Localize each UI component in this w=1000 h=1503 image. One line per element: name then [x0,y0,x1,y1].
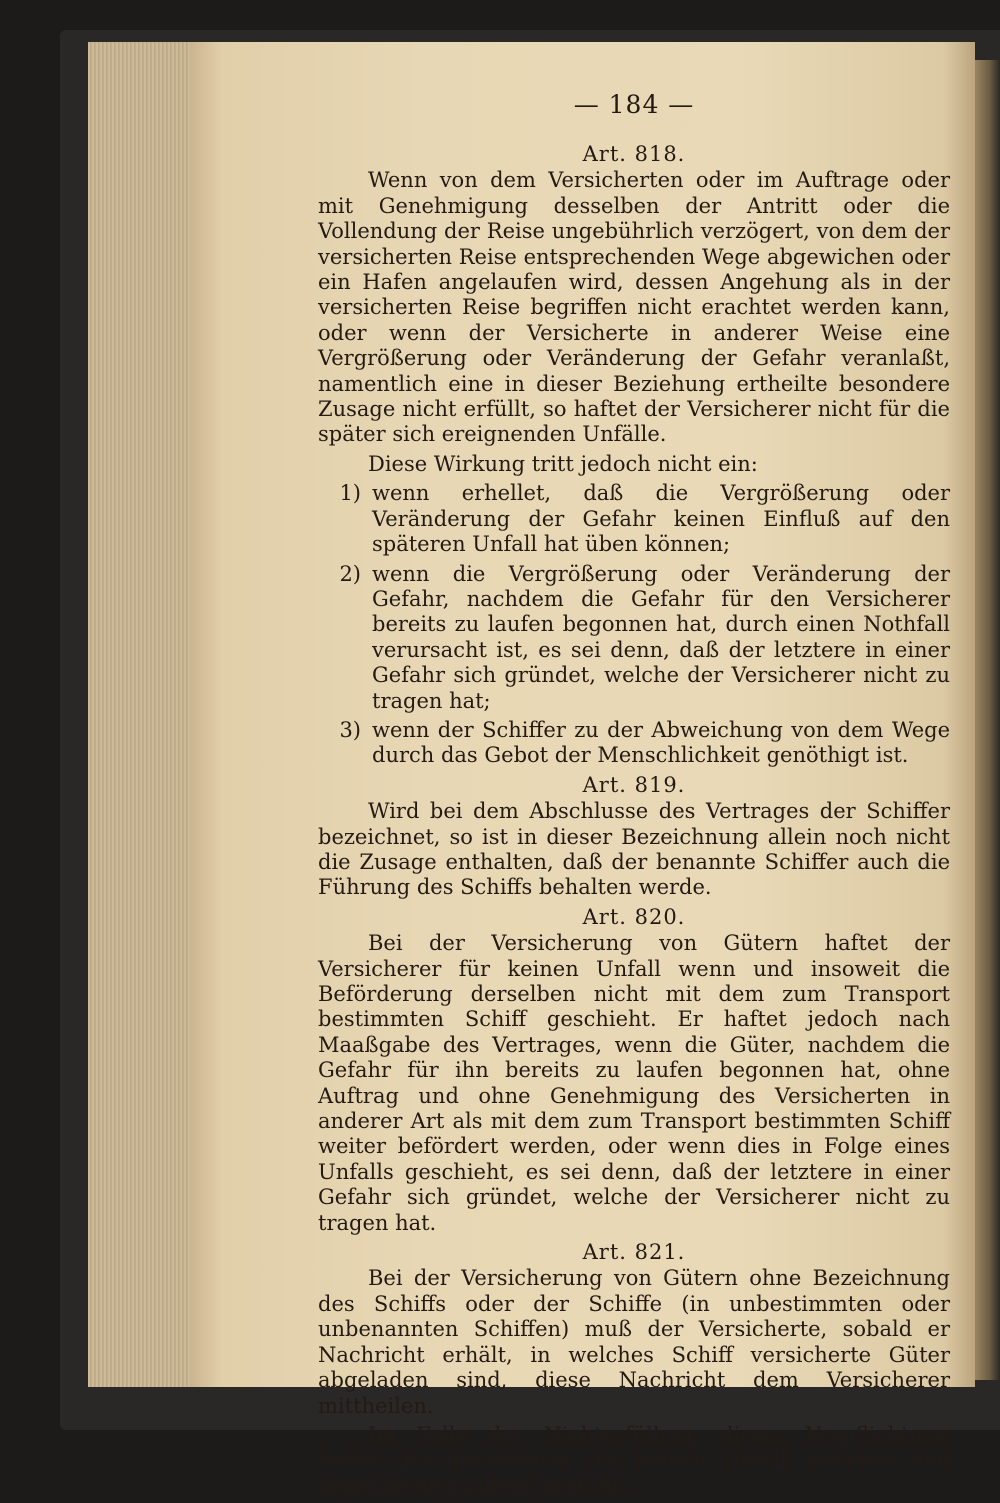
paragraph: Bei der Versicherung von Gütern ohne Bezeichnung des Schiffs oder der Schiffe (in unbestimmten oder unbenannten Schiffen) muß der Versicherte, sobald er Nachricht erhält, in welches Schiff versicherte Güter abgeladen sind, diese Nachricht dem Versicherer mittheilen. [318,1266,950,1418]
paragraph: Wenn von dem Versicherten oder im Auftrage oder mit Genehmigung desselben der Antritt oder die Vollendung der Reise ungebührlich verzögert, von dem der versicherten Reise entsprechenden Wege abgewichen oder ein Hafen angelaufen wird, dessen Angehung als in der versicherten Reise begriffen nicht erachtet werden kann, oder wenn der Versicherte in anderer Weise eine Vergrößerung oder Veränderung der Gefahr veranlaßt, namentlich eine in dieser Beziehung ertheilte besondere Zusage nicht erfüllt, so haftet der Versicherer nicht für die später sich ereignenden Unfälle. [318,168,950,447]
list-item [318,562,950,714]
list-item-number: 1) [339,481,361,506]
paragraph: Wird bei dem Abschlusse des Vertrages der Schiffer bezeichnet, so ist in dieser Bezeichnung allein noch nicht die Zusage enthalten, daß der benannte Schiffer auch die Führung des Schiffs behalten werde. [318,799,950,900]
paragraph: Bei der Versicherung von Gütern haftet der Versicherer für keinen Unfall wenn und insoweit die Beförderung derselben nicht mit dem zum Transport bestimmten Schiff geschieht. Er haftet jedoch nach Maaßgabe des Vertrages, wenn die Güter, nachdem die Gefahr für ihn bereits zu laufen begonnen hat, ohne Auftrag und ohne Genehmigung des Versicherten in anderer Art als mit dem zum Transport bestimmten Schiff weiter befördert werden, oder wenn dies in Folge eines Unfalls geschieht, es sei denn, daß der letztere in einer Gefahr sich gründet, welche der Versicherer nicht zu tragen hat. [318,931,950,1235]
list-item-text: wenn erhellet, daß die Vergrößerung oder Veränderung der Gefahr keinen Einfluß auf den späteren Unfall hat üben können; [372,481,950,557]
list-item-number: 2) [339,561,361,586]
list-item-text: wenn der Schiffer zu der Abweichung von dem Wege durch das Gebot der Menschlichkeit genöthigt ist. [372,717,950,768]
facing-page-edge [975,60,1000,1380]
paragraph: Im Falle der Nichterfüllung dieser Verpflichtung haftet der Versicherer für keinen Unfall, welcher den abgeladenen Gütern zustößt. [318,1422,950,1498]
article-heading-818: Art. 818. [582,142,686,166]
page-content [318,90,950,1503]
page-stack-edge [88,42,193,1387]
list-item-number: 3) [339,717,361,742]
list-item [318,481,950,557]
page-number: — 184 — [573,90,695,119]
article-heading-820: Art. 820. [582,904,686,929]
article-heading-821: Art. 821. [582,1240,686,1265]
article-heading-819: Art. 819. [582,772,686,797]
list-item-text: wenn die Vergrößerung oder Veränderung der Gefahr, nachdem die Gefahr für den Versicherer bereits zu laufen begonnen hat, durch einen Nothfall verursacht ist, es sei denn, daß der letztere in einer Gefahr sich gründet, welche der Versicherer nicht zu tragen hat; [372,561,950,713]
paragraph: Diese Wirkung tritt jedoch nicht ein: [368,451,758,476]
list-item [318,718,950,769]
